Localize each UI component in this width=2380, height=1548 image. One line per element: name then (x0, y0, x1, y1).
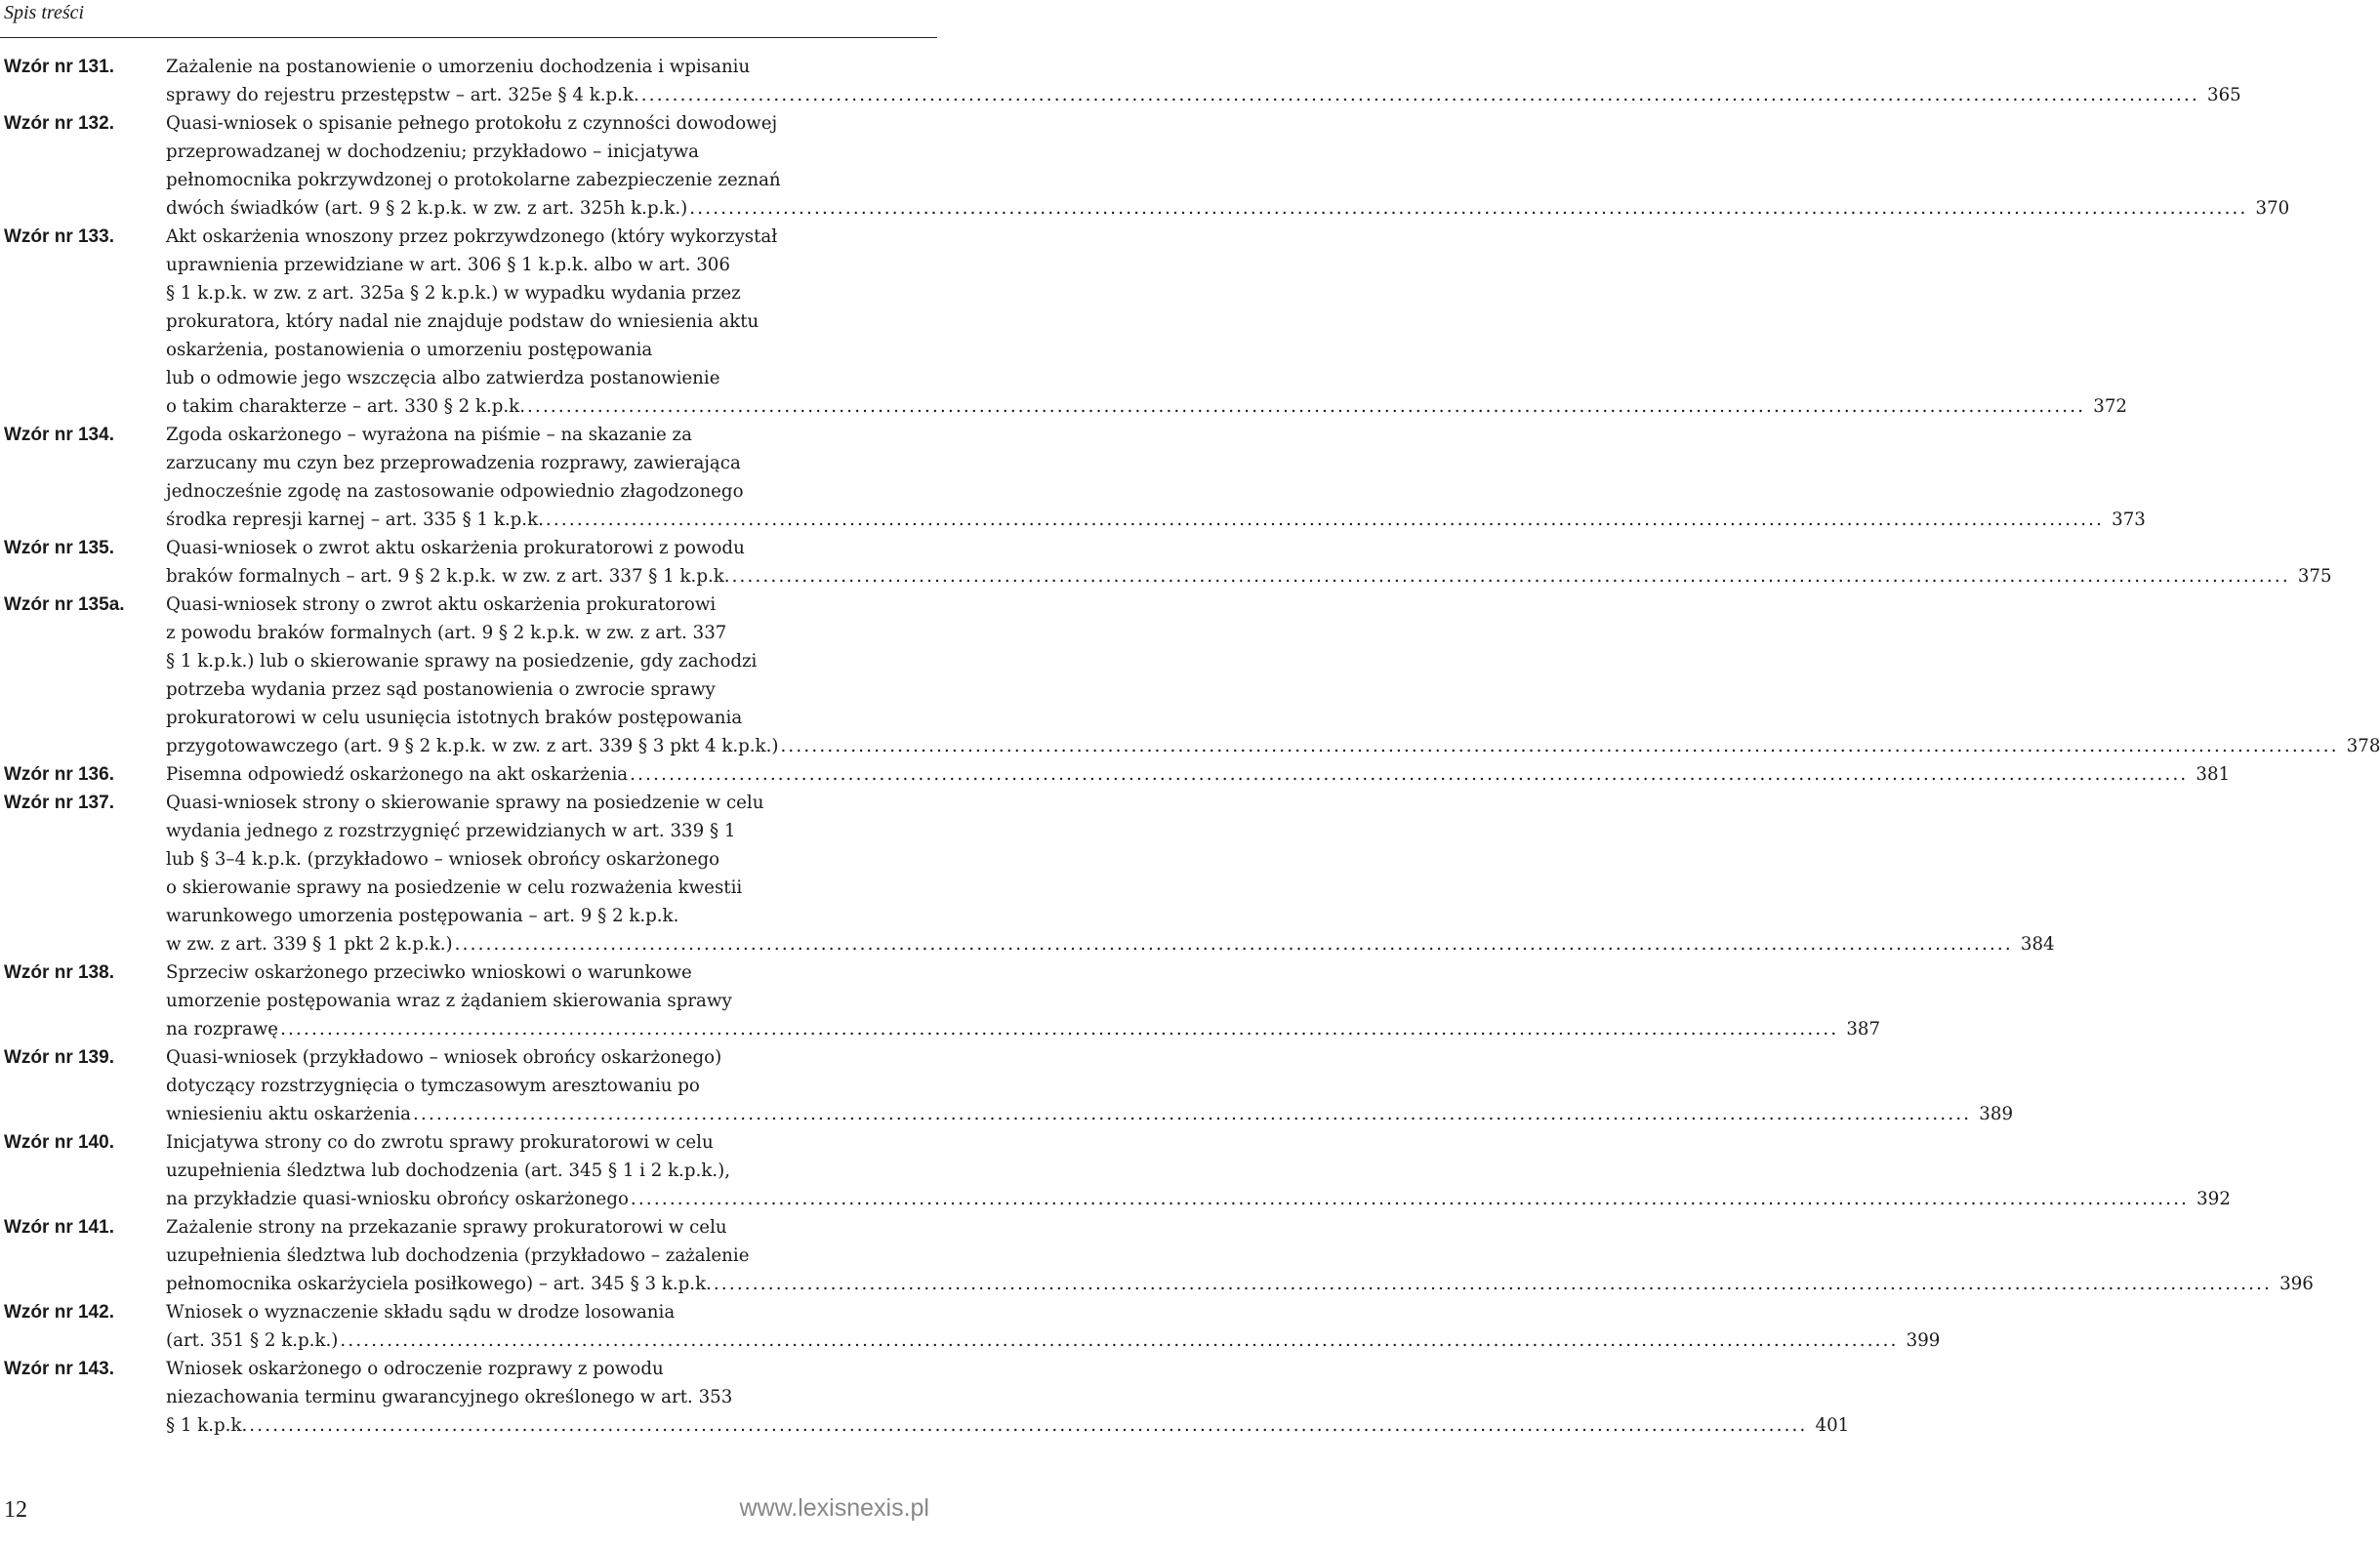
toc-entry-text: dwóch świadków (art. 9 § 2 k.p.k. w zw. z art. 325h k.p.k.) (166, 198, 688, 219)
toc-entry-label: Wzór nr 135. (4, 538, 114, 558)
toc-entry[interactable] (0, 1128, 2231, 1213)
toc-entry-page-number: 370 (2255, 198, 2290, 219)
toc-entry-text: o takim charakterze – art. 330 § 2 k.p.k. (166, 396, 525, 417)
toc-entry-title-line (166, 1383, 925, 1411)
toc-entry-title-line (166, 845, 925, 874)
toc-entry-text: Quasi-wniosek strony o skierowanie sprawy na posiedzenie w celu (166, 793, 764, 813)
toc-entry-page-number: 365 (2207, 85, 2241, 105)
toc-entry-text: niezachowania terminu gwarancyjnego określonego w art. 353 (166, 1387, 733, 1407)
toc-entry-title-line (166, 987, 925, 1015)
toc-entry-page-number: 401 (1815, 1415, 1850, 1436)
toc-entry-title-line (166, 817, 925, 845)
toc-entry-title-line (166, 789, 925, 817)
toc-entry-title (166, 1043, 2014, 1128)
toc-entry-title-line (166, 336, 925, 364)
toc-entry-text: dotyczący rozstrzygnięcia o tymczasowym aresztowaniu po (166, 1076, 700, 1096)
toc-entry[interactable] (0, 109, 2290, 223)
toc-entry-title-line (166, 1411, 1850, 1440)
toc-entry-text: pełnomocnika oskarżyciela posiłkowego) – art. 345 § 3 k.p.k. (166, 1274, 712, 1294)
toc-entry-text: zarzucany mu czyn bez przeprowadzenia rozprawy, zawierająca (166, 453, 741, 473)
toc-entry[interactable] (0, 760, 2231, 789)
dot-leader: ........................................................................................................................................................................................................ (630, 1189, 2190, 1209)
toc-entry-title-line (166, 562, 2332, 591)
toc-entry-label: Wzór nr 136. (4, 764, 114, 785)
toc-entry[interactable] (0, 789, 2055, 958)
toc-entry-title-line (166, 1072, 925, 1100)
toc-entry-title-line (166, 732, 2380, 760)
toc-entry-title (166, 223, 2127, 421)
toc-entry-text: potrzeba wydania przez sąd postanowienia o zwrocie sprawy (166, 679, 716, 700)
toc-entry-text: lub o odmowie jego wszczęcia albo zatwierdza postanowienie (166, 368, 720, 388)
toc-entry-text: sprawy do rejestru przestępstw – art. 325e § 4 k.p.k. (166, 85, 639, 105)
toc-entry-text: Wniosek oskarżonego o odroczenie rozprawy z powodu (166, 1359, 664, 1379)
toc-entry-title-line (166, 1015, 1881, 1043)
toc-entry-text: uprawnienia przewidziane w art. 306 § 1 k.p.k. albo w art. 306 (166, 255, 730, 275)
toc-entry-page-number: 392 (2196, 1189, 2231, 1209)
running-header (0, 0, 937, 38)
toc-entry-text: w zw. z art. 339 § 1 pkt 2 k.p.k.) (166, 934, 453, 955)
toc-entry-page-number: 396 (2279, 1274, 2314, 1294)
toc-entry-title (166, 1213, 2314, 1298)
toc-entry-title (166, 789, 2055, 958)
toc-entry-title-line (166, 506, 2146, 534)
toc-entry-title-line (166, 760, 2231, 789)
toc-entry-text: warunkowego umorzenia postępowania – art. 9 § 2 k.p.k. (166, 906, 679, 926)
toc-entry-title-line (166, 619, 925, 647)
dot-leader: ........................................................................................................................................................................................................ (630, 764, 2189, 785)
toc-entry-title-line (166, 53, 925, 81)
toc-entry-title-line (166, 1355, 925, 1383)
toc-entry-text: Inicjatywa strony co do zwrotu sprawy prokuratorowi w celu (166, 1132, 714, 1153)
toc-entry-title-line (166, 902, 925, 930)
toc-entry-title-line (166, 1326, 1941, 1355)
toc-entry-title-line (166, 364, 925, 392)
dot-leader: ........................................................................................................................................................................................................ (249, 1415, 1808, 1436)
toc-entry-title-line (166, 279, 925, 307)
toc-entry-title-line (166, 1213, 925, 1242)
toc-entry-text: oskarżenia, postanowienia o umorzeniu postępowania (166, 340, 653, 360)
toc-entry[interactable] (0, 223, 2127, 421)
toc-entry-text: o skierowanie sprawy na posiedzenie w celu rozważenia kwestii (166, 877, 743, 898)
toc-entry-title (166, 760, 2231, 789)
toc-entry-text: pełnomocnika pokrzywdzonej o protokolarne zabezpieczenie zeznań (166, 170, 781, 190)
toc-entry-text: (art. 351 § 2 k.p.k.) (166, 1330, 339, 1351)
toc-entry-text: Pisemna odpowiedź oskarżonego na akt oskarżenia (166, 764, 629, 785)
page-number: 12 (4, 1497, 27, 1523)
toc-entry-title (166, 958, 1881, 1043)
toc-entry-label: Wzór nr 143. (4, 1359, 114, 1379)
dot-leader: ........................................................................................................................................................................................................ (545, 509, 2105, 530)
toc-entry-title-line (166, 647, 925, 675)
toc-entry-text: Quasi-wniosek strony o zwrot aktu oskarżenia prokuratorowi (166, 594, 717, 615)
toc-entry-text: § 1 k.p.k. w zw. z art. 325a § 2 k.p.k.) w wypadku wydania przez (166, 283, 741, 304)
toc-entry-label: Wzór nr 131. (4, 57, 114, 77)
toc-entry-page-number: 389 (1979, 1104, 2014, 1124)
toc-entry-text: z powodu braków formalnych (art. 9 § 2 k.p.k. w zw. z art. 337 (166, 623, 727, 643)
toc-entry-title (166, 591, 2380, 760)
toc-entry-label: Wzór nr 135a. (4, 594, 125, 615)
toc-entry-text: Quasi-wniosek o zwrot aktu oskarżenia prokuratorowi z powodu (166, 538, 745, 558)
toc-entry-page-number: 399 (1906, 1330, 1941, 1351)
toc-entry-text: Zgoda oskarżonego – wyrażona na piśmie – na skazanie za (166, 425, 692, 445)
toc-entry-title-line (166, 223, 925, 251)
toc-entry-label: Wzór nr 140. (4, 1132, 114, 1153)
toc-entry-label: Wzór nr 138. (4, 962, 114, 983)
toc-entry[interactable] (0, 1213, 2314, 1298)
toc-entry-text: przeprowadzanej w dochodzeniu; przykładowo – inicjatywa (166, 142, 700, 162)
toc-entry-title-line (166, 449, 925, 477)
toc-entry-title (166, 534, 2332, 591)
toc-entry[interactable] (0, 591, 2380, 760)
toc-entry-label: Wzór nr 142. (4, 1302, 114, 1323)
toc-entry-text: Zażalenie na postanowienie o umorzeniu dochodzenia i wpisaniu (166, 57, 751, 77)
toc-entry-title-line (166, 251, 925, 279)
toc-entry-page-number: 384 (2020, 934, 2055, 955)
toc-entry[interactable] (0, 1298, 1941, 1355)
toc-entry-text: lub § 3–4 k.p.k. (przykładowo – wniosek obrońcy oskarżonego (166, 849, 720, 870)
toc-entry-text: braków formalnych – art. 9 § 2 k.p.k. w zw. z art. 337 § 1 k.p.k. (166, 566, 730, 587)
dot-leader: ........................................................................................................................................................................................................ (526, 396, 2086, 417)
publisher-url[interactable]: www.lexisnexis.pl (739, 1494, 929, 1522)
dot-leader: ........................................................................................................................................................................................................ (731, 566, 2290, 587)
toc-entry-title-line (166, 930, 2055, 958)
toc-entry-title-line (166, 477, 925, 506)
toc-entry-title-line (166, 1185, 2231, 1213)
toc-entry-label: Wzór nr 141. (4, 1217, 114, 1238)
toc-entry-title (166, 1298, 1941, 1355)
toc-entry[interactable] (0, 1043, 2014, 1128)
toc-entry-page-number: 373 (2112, 509, 2146, 530)
toc-entry-title-line (166, 166, 925, 194)
toc-entry-text: Zażalenie strony na przekazanie sprawy prokuratorowi w celu (166, 1217, 727, 1238)
toc-entry-text: uzupełnienia śledztwa lub dochodzenia (art. 345 § 1 i 2 k.p.k.), (166, 1161, 731, 1181)
toc-entry-text: Akt oskarżenia wnoszony przez pokrzywdzonego (który wykorzystał (166, 226, 778, 247)
dot-leader: ........................................................................................................................................................................................................ (713, 1274, 2273, 1294)
toc-entry-page-number: 372 (2093, 396, 2127, 417)
toc-entry-text: prokuratora, który nadal nie znajduje podstaw do wniesienia aktu (166, 311, 759, 332)
toc-entry-text: uzupełnienia śledztwa lub dochodzenia (przykładowo – zażalenie (166, 1245, 750, 1266)
toc-entry-text: jednocześnie zgodę na zastosowanie odpowiednio złagodzonego (166, 481, 744, 502)
toc-entry-label: Wzór nr 133. (4, 226, 114, 247)
toc-entry-title-line (166, 392, 2127, 421)
dot-leader: ........................................................................................................................................................................................................ (640, 85, 2199, 105)
toc-entry[interactable] (0, 421, 2146, 534)
toc-entry-title-line (166, 109, 925, 138)
toc-entry-text: na rozprawę (166, 1019, 279, 1039)
toc-entry-title-line (166, 1043, 925, 1072)
toc-entry-page-number: 381 (2195, 764, 2231, 785)
toc-entry-text: umorzenie postępowania wraz z żądaniem skierowania sprawy (166, 991, 732, 1011)
toc-entry-text: wniesieniu aktu oskarżenia (166, 1104, 412, 1124)
toc-entry-title-line (166, 874, 925, 902)
toc-entry-label: Wzór nr 132. (4, 113, 114, 134)
toc-entry-title (166, 1355, 1850, 1440)
toc-entry-title-line (166, 1270, 2314, 1298)
toc-entry-text: prokuratorowi w celu usunięcia istotnych braków postępowania (166, 708, 743, 728)
toc-entry-title-line (166, 958, 925, 987)
toc-entry-title (166, 53, 2241, 109)
toc-entry[interactable] (0, 53, 2241, 109)
header-title: Spis treści (4, 2, 85, 23)
toc-entry-title-line (166, 1242, 925, 1270)
toc-entry-title-line (166, 1157, 925, 1185)
dot-leader: ........................................................................................................................................................................................................ (340, 1330, 1899, 1351)
dot-leader: ........................................................................................................................................................................................................ (454, 934, 2013, 955)
toc-entry-title-line (166, 138, 925, 166)
toc-entry-title-line (166, 307, 925, 336)
toc-entry-title-line (166, 675, 925, 704)
toc-entry-title (166, 1128, 2231, 1213)
toc-entry-title (166, 109, 2290, 223)
toc-entry-title-line (166, 1100, 2014, 1128)
toc-entry-text: przygotowawczego (art. 9 § 2 k.p.k. w zw. z art. 339 § 3 pkt 4 k.p.k.) (166, 736, 779, 756)
toc-entry-title-line (166, 1128, 925, 1157)
toc-entry-label: Wzór nr 134. (4, 425, 114, 445)
toc-entry-title-line (166, 534, 925, 562)
toc-entry[interactable] (0, 958, 1881, 1043)
toc-entry[interactable] (0, 1355, 1850, 1440)
toc-entry-text: Wniosek o wyznaczenie składu sądu w drodze losowania (166, 1302, 676, 1323)
toc-entry-title-line (166, 421, 925, 449)
toc-entry-label: Wzór nr 137. (4, 793, 114, 813)
toc-entry-text: § 1 k.p.k. (166, 1415, 248, 1436)
dot-leader: ........................................................................................................................................................................................................ (689, 198, 2248, 219)
toc-entry-page-number: 378 (2346, 736, 2380, 756)
toc-entry-text: § 1 k.p.k.) lub o skierowanie sprawy na posiedzenie, gdy zachodzi (166, 651, 758, 672)
toc-entry-page-number: 387 (1846, 1019, 1881, 1039)
toc-entry-text: wydania jednego z rozstrzygnięć przewidzianych w art. 339 § 1 (166, 821, 736, 841)
toc-entry-label: Wzór nr 139. (4, 1047, 114, 1068)
toc-entry-text: na przykładzie quasi-wniosku obrońcy oskarżonego (166, 1189, 629, 1209)
toc-entry-title-line (166, 1298, 925, 1326)
toc-entry-text: Sprzeciw oskarżonego przeciwko wnioskowi o warunkowe (166, 962, 692, 983)
toc-entry-page-number: 375 (2297, 566, 2332, 587)
dot-leader: ........................................................................................................................................................................................................ (413, 1104, 1972, 1124)
dot-leader: ........................................................................................................................................................................................................ (280, 1019, 1839, 1039)
toc-entry-title (166, 421, 2146, 534)
toc-entry-title-line (166, 194, 2290, 223)
toc-entry-title-line (166, 591, 925, 619)
dot-leader: ........................................................................................................................................................................................................ (780, 736, 2339, 756)
toc-entry-text: Quasi-wniosek o spisanie pełnego protokołu z czynności dowodowej (166, 113, 778, 134)
toc-entry-text: Quasi-wniosek (przykładowo – wniosek obrońcy oskarżonego) (166, 1047, 722, 1068)
table-of-contents (0, 53, 2380, 1440)
toc-entry-title-line (166, 704, 925, 732)
toc-entry[interactable] (0, 534, 2332, 591)
toc-entry-title-line (166, 81, 2241, 109)
toc-entry-text: środka represji karnej – art. 335 § 1 k.p.k. (166, 509, 544, 530)
